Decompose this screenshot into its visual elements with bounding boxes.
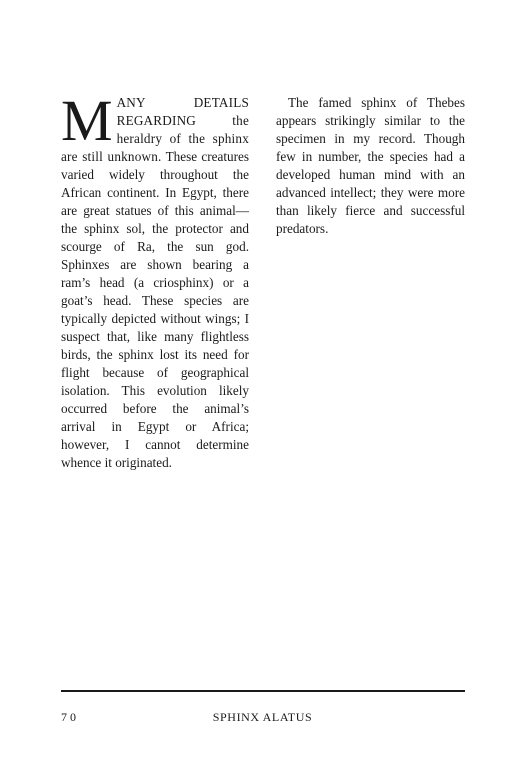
page-number: 70 xyxy=(61,710,79,724)
footer-rule xyxy=(61,690,465,692)
paragraph-body: These creatures varied widely throughout the African continent. In Egypt, there are great statues of this animal—the sphinx sol, the protector and scourge of Ra, the sun god. Sphinxes are shown bearing a ram’s head (a criosphinx) or a goat’s head. These species are typically depicted without wings; I suspect that, like many flightless birds, the sphinx lost its need for flight because of geographical isolation. This evolution likely occurred before the animal’s arrival in Egypt or Africa; however, I cannot determine whence it originated. xyxy=(61,149,249,470)
thebes-paragraph: The famed sphinx of Thebes appears strikingly similar to the specimen in my record. Though few in number, the species had a developed human mind with an advanced intellect; they were more than likely fierce and successful predators. xyxy=(276,95,465,236)
drop-cap: M xyxy=(61,88,113,153)
left-column xyxy=(61,88,249,472)
running-head: SPHINX ALATUS xyxy=(212,710,313,724)
lead-in-text: ANY DETAILS REGARDING the heraldry of the sphinx are still unknown. xyxy=(61,95,249,164)
right-column xyxy=(276,94,465,238)
opening-paragraph xyxy=(61,88,249,472)
